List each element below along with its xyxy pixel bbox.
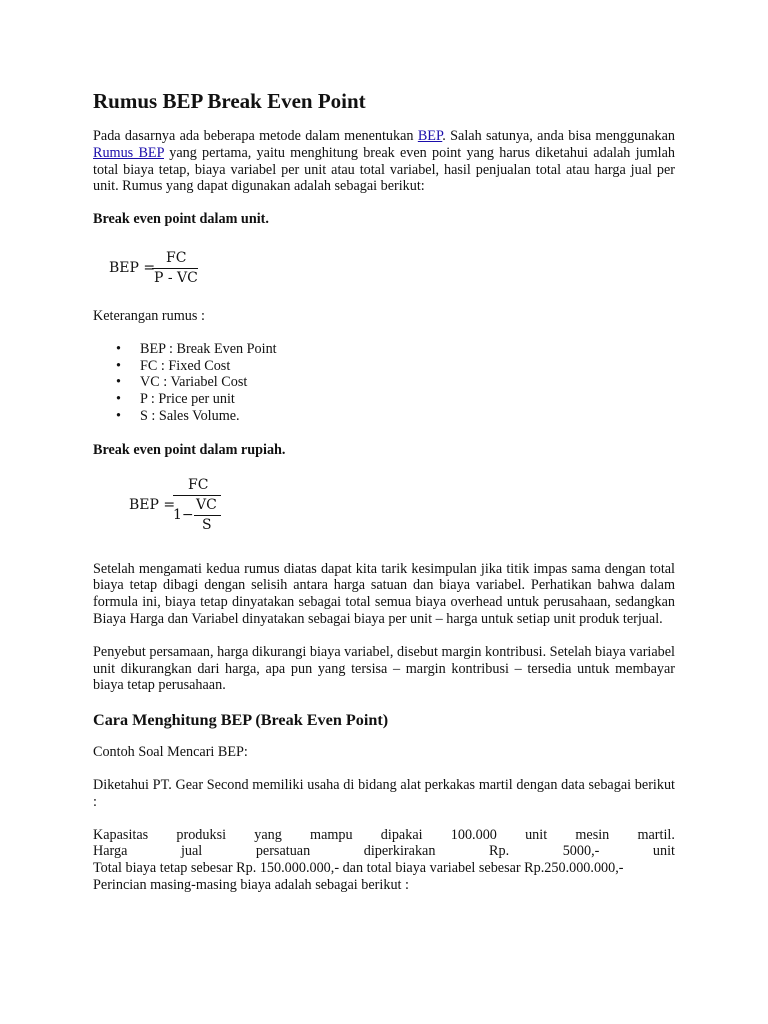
paragraph-setelah: Setelah mengamati kedua rumus diatas dapat kita tarik kesimpulan jika titik impas sama dengan total biaya tetap dibagi dengan selisih antara harga satuan dan biaya variabel. Perhatikan bahwa dalam formula ini, biaya tetap dinyatakan sebagai total semua biaya overhead untuk perusahaan, sedangkan Biaya Harga dan Variabel dinyatakan sebagai biaya per unit – harga untuk setiap unit produk terjual. — [93, 560, 675, 627]
legend-text: BEP : Break Even Point — [140, 340, 277, 357]
word: mampu — [310, 826, 353, 843]
list-item — [93, 358, 675, 375]
list-item — [93, 374, 675, 391]
bullet-icon: • — [116, 407, 121, 424]
kapasitas-line — [93, 827, 675, 844]
keterangan-label: Keterangan rumus : — [93, 307, 205, 324]
formula-rupiah-inner-denominator: S — [202, 516, 212, 533]
legend-text: P : Price per unit — [140, 391, 235, 408]
formula-rupiah-inner-numerator: VC — [196, 496, 217, 513]
paragraph-diketahui: Diketahui PT. Gear Second memiliki usaha di bidang alat perkakas martil dengan data sebagai berikut : — [93, 776, 675, 810]
bullet-icon: • — [116, 391, 121, 408]
section-heading-rupiah: Break even point dalam rupiah. — [93, 441, 286, 458]
word: 5000,- — [562, 843, 600, 860]
intro-paragraph — [93, 128, 675, 195]
word: produksi — [176, 826, 227, 843]
legend-list — [93, 341, 675, 425]
bullet-icon: • — [116, 374, 121, 391]
bep-link[interactable]: BEP — [417, 128, 443, 144]
formula-rupiah-lhs: BEP = — [129, 496, 176, 513]
intro-text-2: . Salah satunya, anda bisa menggunakan — [442, 128, 676, 144]
formula-bep-unit — [93, 244, 675, 294]
formula-rupiah-main-bar — [173, 495, 221, 496]
bullet-icon: • — [116, 357, 121, 374]
rumus-bep-link[interactable]: Rumus BEP — [93, 144, 164, 161]
word: persatuan — [255, 843, 311, 860]
page-title: Rumus BEP Break Even Point — [93, 89, 366, 113]
perincian-line: Perincian masing-masing biaya adalah sebagai berikut : — [93, 876, 409, 893]
word: Rp. — [489, 843, 510, 860]
list-item — [93, 408, 675, 425]
legend-text: S : Sales Volume. — [140, 407, 240, 424]
intro-text-1: Pada dasarnya ada beberapa metode dalam menentukan — [93, 128, 418, 144]
word: martil. — [637, 826, 675, 843]
legend-text: FC : Fixed Cost — [140, 357, 231, 374]
formula-unit-numerator: FC — [166, 249, 187, 266]
list-item — [93, 341, 675, 358]
word: unit — [525, 826, 548, 843]
word: unit — [652, 843, 675, 860]
data-block — [93, 827, 675, 894]
legend-text: VC : Variabel Cost — [140, 374, 248, 391]
word: jual — [180, 843, 203, 860]
formula-bep-rupiah — [93, 475, 675, 545]
section-heading-cara: Cara Menghitung BEP (Break Even Point) — [93, 711, 389, 730]
word: Kapasitas — [93, 826, 149, 843]
word: diperkirakan — [363, 843, 436, 860]
total-biaya-line: Total biaya tetap sebesar Rp. 150.000.000,- dan total biaya variabel sebesar Rp.250.000.000,- — [93, 860, 624, 877]
formula-rupiah-one-minus: 1− — [173, 506, 194, 523]
contoh-label: Contoh Soal Mencari BEP: — [93, 744, 248, 761]
word: yang — [254, 826, 282, 843]
formula-unit-lhs: BEP = — [109, 259, 156, 276]
formula-rupiah-numerator: FC — [188, 476, 209, 493]
word: mesin — [575, 826, 610, 843]
formula-unit-fraction-bar — [152, 268, 198, 269]
section-heading-unit: Break even point dalam unit. — [93, 211, 269, 228]
word: 100.000 — [450, 826, 497, 843]
formula-rupiah-inner-bar — [194, 515, 221, 516]
intro-text-3: yang pertama, yaitu menghitung break even point yang harus diketahui adalah jumlah total biaya tetap, biaya variabel per unit atau total variabel, hasil penjualan total atau harga jual per unit. Rumus yang dapat digunakan adalah sebagai berikut: — [93, 144, 675, 195]
harga-line — [93, 843, 675, 860]
word: dipakai — [380, 826, 423, 843]
word: Harga — [93, 843, 128, 860]
formula-unit-denominator: P - VC — [154, 269, 198, 286]
article-body — [93, 88, 675, 894]
bullet-icon: • — [116, 340, 121, 357]
paragraph-penyebut: Penyebut persamaan, harga dikurangi biaya variabel, disebut margin kontribusi. Setelah biaya variabel unit dikurangkan dari harga, apa pun yang tersisa – margin kontribusi – tersedia untuk membayar biaya tetap perusahaan. — [93, 643, 675, 694]
list-item — [93, 391, 675, 408]
